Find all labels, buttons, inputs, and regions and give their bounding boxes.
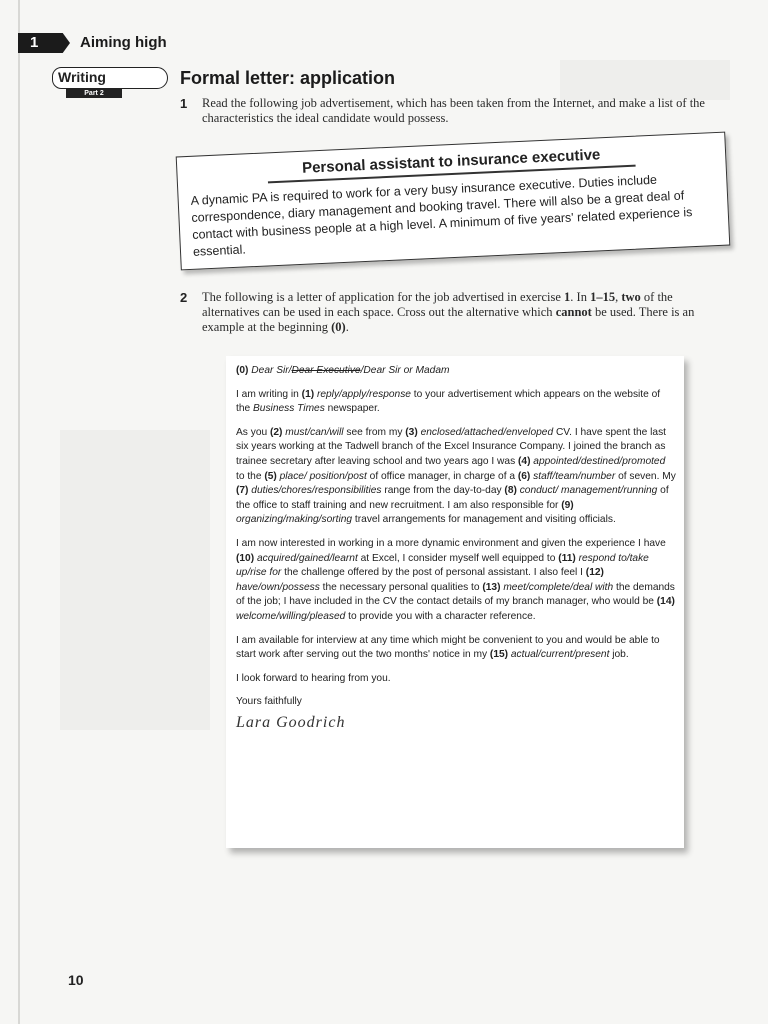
question-1-number: 1 <box>180 96 188 111</box>
unit-tab <box>18 33 70 53</box>
bleed-through-block <box>560 60 730 100</box>
letter-salutation: (0) Dear Sir/Dear Executive/Dear Sir or Madam <box>236 365 450 376</box>
advert-body: A dynamic PA is required to work for a very busy insurance executive. Duties include correspondence, diary management and booking travel. There will also be a great deal of contact with business people at a high level. A minimum of five years' related experience is essential. <box>190 172 693 259</box>
writing-badge-label: Writing <box>58 69 106 85</box>
question-1-text: Read the following job advertisement, which has been taken from the Internet, and make a list of the characteristics the ideal candidate would possess. <box>202 96 705 125</box>
letter-paragraph-3: I am now interested in working in a more dynamic environment and given the experience I have (10) acquired/gained/learnt at Excel, I consider myself well equipped to (11) respond to/take up/rise for the challenge offered by the post of personal assistant. I also feel I (12) have/own/possess the necessary personal qualities to (13) meet/complete/deal with the demands of the job; I have included in the CV the contact details of my branch manager, who would be (14) welcome/willing/pleased to provide you with a character reference. <box>236 537 675 622</box>
letter-paragraph-1: I am writing in (1) reply/apply/response to your advertisement which appears on the website of the Business Times newspaper. <box>236 388 661 415</box>
section-title: Formal letter: application <box>180 68 396 88</box>
unit-title: Aiming high <box>80 34 167 51</box>
crossed-out-example: Dear Executive <box>291 365 361 376</box>
question-2-text: The following is a letter of application for the job advertised in exercise 1. In 1–15, two of the alternatives can be used in each space. Cross out the alternative which cannot be used. There is an example at the beginning (0). <box>202 290 695 334</box>
letter-sign-off: Yours faithfully <box>236 696 302 708</box>
application-letter <box>226 356 684 848</box>
page-number: 10 <box>68 972 84 988</box>
unit-number: 1 <box>30 34 39 51</box>
job-advert-box <box>176 132 731 271</box>
part-label: Part 2 <box>66 89 122 98</box>
bleed-through-block <box>60 430 210 730</box>
page-binding-edge <box>18 0 20 1024</box>
handwritten-signature: Lara Goodrich <box>236 713 346 731</box>
question-2-number: 2 <box>180 290 188 305</box>
letter-closing-line: I look forward to hearing from you. <box>236 672 391 684</box>
letter-paragraph-2: As you (2) must/can/will see from my (3) enclosed/attached/enveloped CV. I have spent the last six years working at the Tadwell branch of the Excel Insurance Company. I joined the branch as trainee secretary after leaving school and two years ago I was (4) appointed/destined/promoted to the (5) place/ position/post of office manager, in charge of a (6) staff/team/number of seven. My (7) duties/chores/responsibilities range from the day-to-day (8) conduct/ management/running of the office to staff training and new recruitment. I am also responsible for (9) organizing/making/sorting travel arrangements for management and visiting officials. <box>236 426 676 526</box>
advert-title: Personal assistant to insurance executive <box>301 146 601 177</box>
letter-paragraph-4: I am available for interview at any time which might be convenient to you and would be able to start work after serving out the two months' notice in my (15) actual/current/present job. <box>236 634 660 661</box>
